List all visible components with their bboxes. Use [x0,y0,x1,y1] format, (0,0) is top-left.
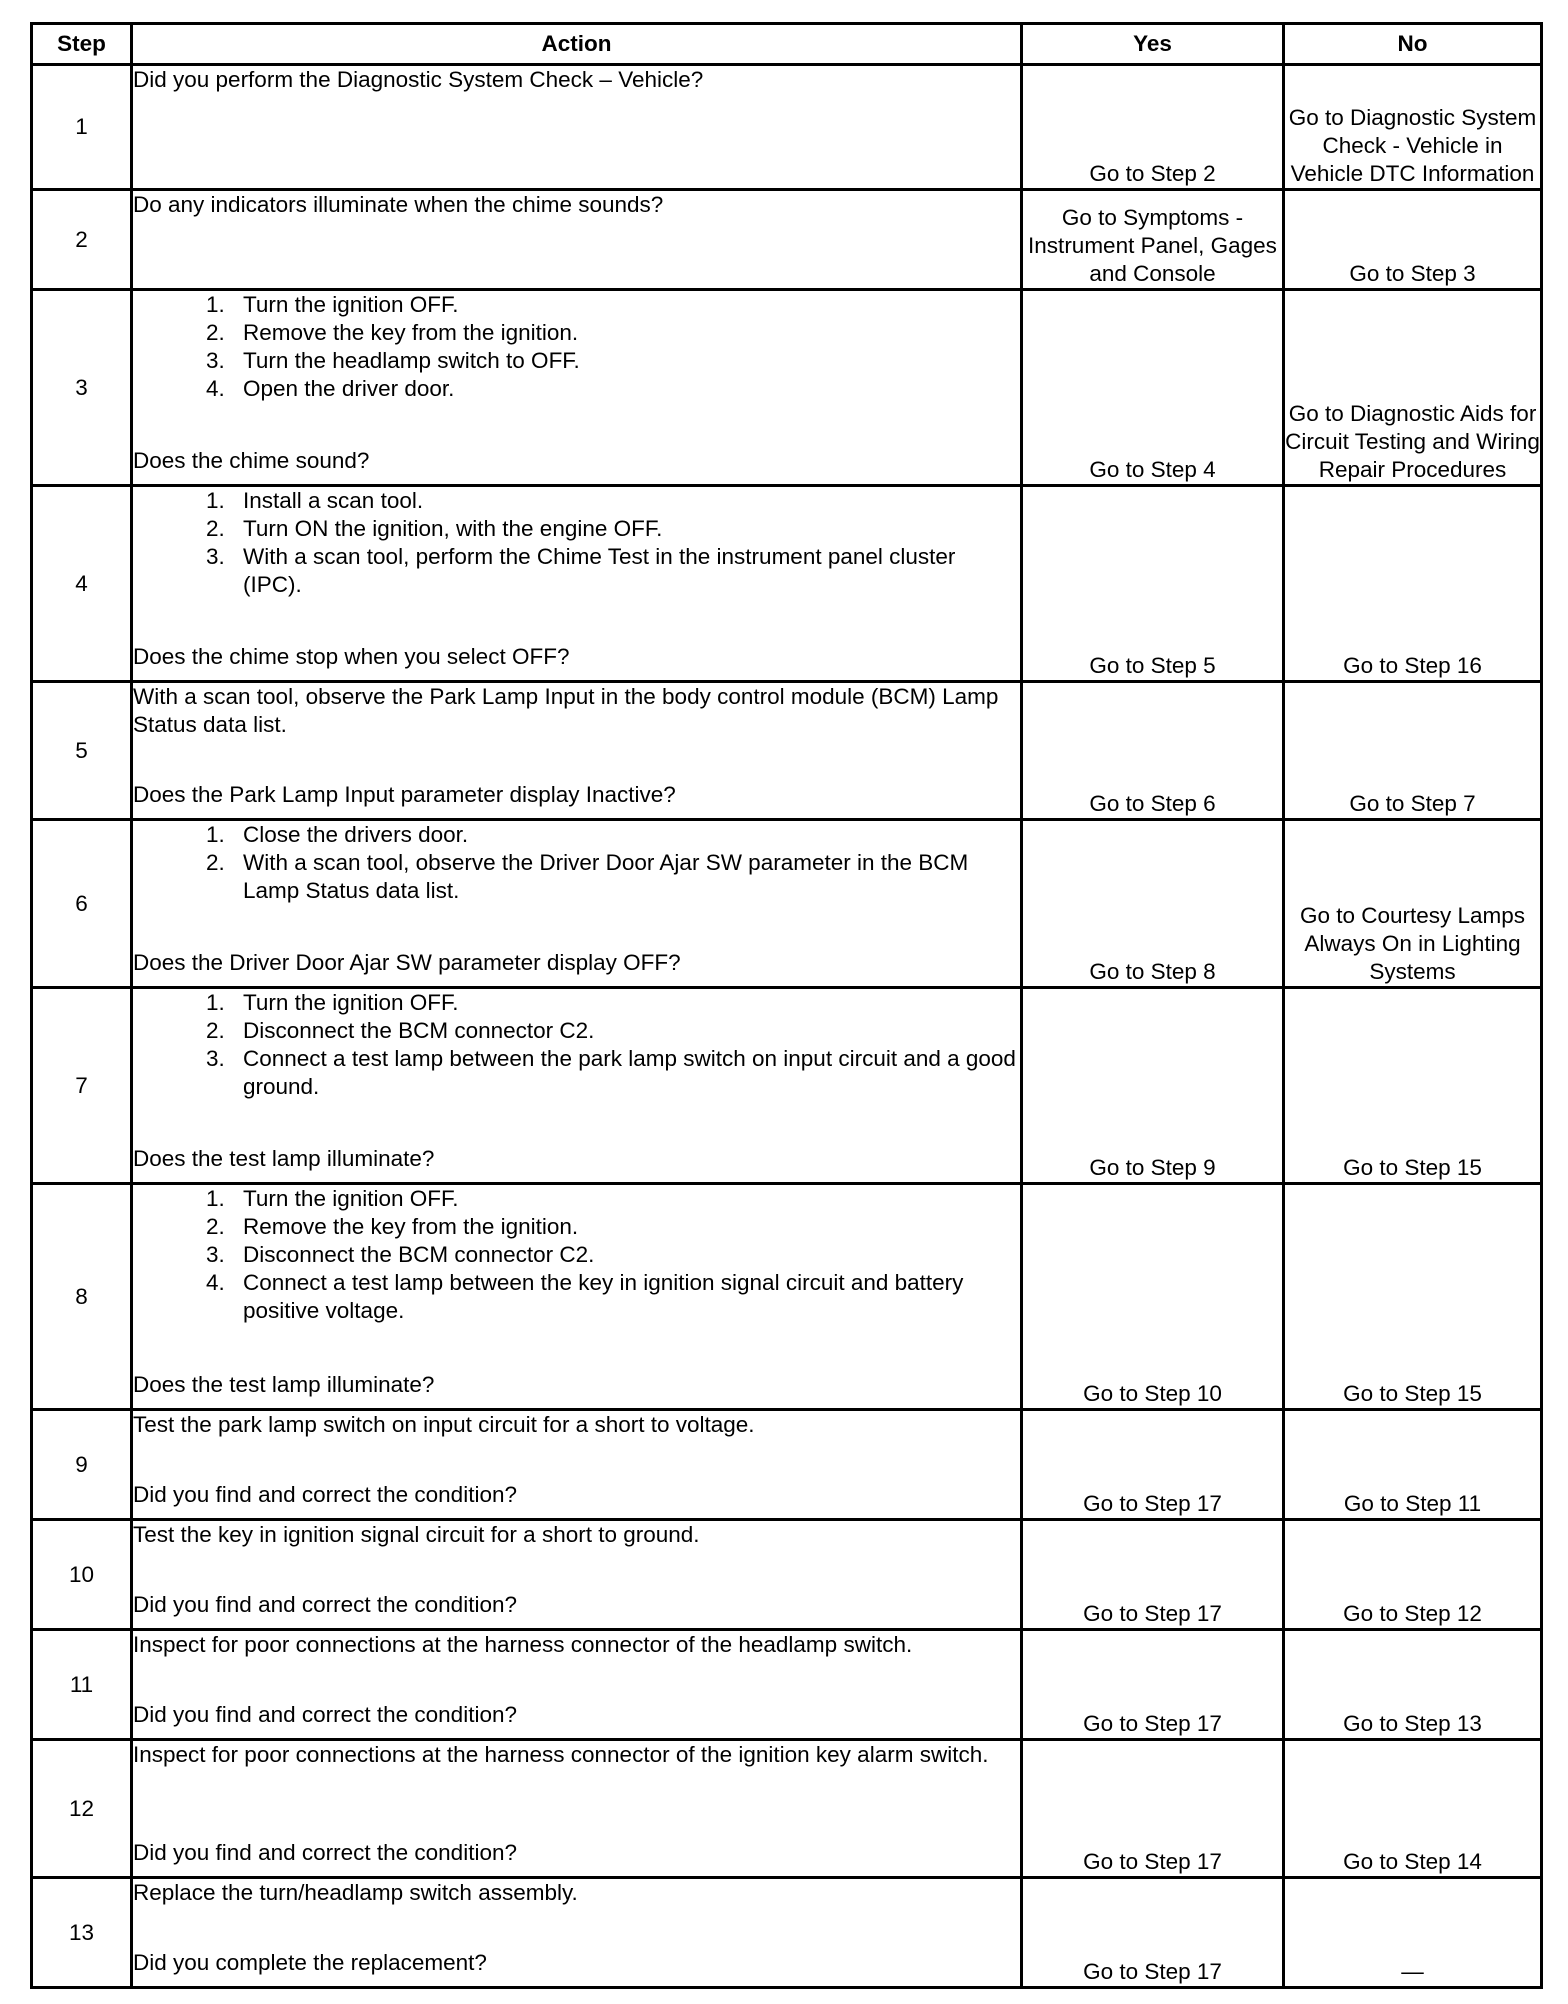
procedure-item: 2. Remove the key from the ignition. [231,319,1020,347]
procedure-list [133,1185,1020,1325]
no-result: Go to Courtesy Lamps Always On in Lighting Systems [1284,820,1542,988]
action-text: Test the park lamp switch on input circuit for a short to voltage. [133,1412,755,1437]
step-number: 12 [32,1740,132,1878]
table-row [32,988,1542,1184]
action-cell [132,820,1022,988]
action-content [133,1879,1020,1977]
action-text: Do any indicators illuminate when the chime sounds? [133,192,664,217]
no-result: Go to Step 3 [1284,190,1542,290]
action-cell [132,1878,1022,1988]
procedure-item: 4. Connect a test lamp between the key in ignition signal circuit and battery positive voltage. [231,1269,1020,1325]
action-instructions [133,191,1020,219]
header-step: Step [32,24,132,65]
procedure-item: 2. Disconnect the BCM connector C2. [231,1017,1020,1045]
action-instructions [133,66,1020,94]
step-number: 9 [32,1410,132,1520]
procedure-list [133,291,1020,403]
action-instructions [133,1879,1020,1907]
no-result: Go to Step 16 [1284,486,1542,682]
procedure-list [133,821,1020,905]
step-number: 3 [32,290,132,486]
action-instructions [133,1521,1020,1549]
procedure-list [133,487,1020,599]
header-row [32,24,1542,65]
action-text: Inspect for poor connections at the harness connector of the headlamp switch. [133,1632,913,1657]
action-text: Replace the turn/headlamp switch assembly. [133,1880,578,1905]
action-question: Did you find and correct the condition? [133,1702,517,1727]
action-cell [132,290,1022,486]
action-question: Did you complete the replacement? [133,1950,487,1975]
action-question: Did you find and correct the condition? [133,1592,517,1617]
no-result: Go to Step 15 [1284,988,1542,1184]
yes-result: Go to Step 9 [1022,988,1284,1184]
yes-result: Go to Step 4 [1022,290,1284,486]
action-cell [132,190,1022,290]
procedure-item: 3. With a scan tool, perform the Chime Test in the instrument panel cluster (IPC). [231,543,1020,599]
action-text: Inspect for poor connections at the harness connector of the ignition key alarm switch. [133,1742,989,1767]
action-content [133,1741,1020,1867]
no-result: Go to Step 15 [1284,1184,1542,1410]
procedure-item: 1. Install a scan tool. [231,487,1020,515]
action-instructions [133,1631,1020,1659]
action-cell [132,1740,1022,1878]
action-question: Does the Park Lamp Input parameter display Inactive? [133,782,676,807]
yes-result: Go to Step 5 [1022,486,1284,682]
yes-result: Go to Step 17 [1022,1410,1284,1520]
action-content [133,1411,1020,1509]
table-row [32,1630,1542,1740]
action-instructions [133,1741,1020,1769]
procedure-item: 3. Connect a test lamp between the park lamp switch on input circuit and a good ground. [231,1045,1020,1101]
table-body [32,65,1542,1988]
procedure-item: 2. Remove the key from the ignition. [231,1213,1020,1241]
action-instructions [133,1411,1020,1439]
yes-result: Go to Step 17 [1022,1520,1284,1630]
table-row [32,1878,1542,1988]
action-content [133,989,1020,1173]
yes-result: Go to Step 17 [1022,1630,1284,1740]
action-content [133,191,1020,279]
action-text: With a scan tool, observe the Park Lamp Input in the body control module (BCM) Lamp Status data list. [133,684,999,737]
step-number: 11 [32,1630,132,1740]
table-row [32,190,1542,290]
action-question: Did you find and correct the condition? [133,1840,517,1865]
action-content [133,821,1020,977]
action-instructions [133,1185,1020,1325]
table-row [32,1410,1542,1520]
action-question: Does the chime stop when you select OFF? [133,644,570,669]
yes-result: Go to Step 10 [1022,1184,1284,1410]
no-result: Go to Step 12 [1284,1520,1542,1630]
procedure-item: 4. Open the driver door. [231,375,1020,403]
action-cell [132,682,1022,820]
action-question: Does the test lamp illuminate? [133,1372,435,1397]
action-instructions [133,683,1020,739]
action-instructions [133,821,1020,905]
step-number: 8 [32,1184,132,1410]
action-instructions [133,291,1020,403]
step-number: 5 [32,682,132,820]
table-row [32,290,1542,486]
action-cell [132,1520,1022,1630]
procedure-item: 1. Close the drivers door. [231,821,1020,849]
action-content [133,291,1020,475]
action-cell [132,65,1022,190]
yes-result: Go to Step 17 [1022,1878,1284,1988]
step-number: 1 [32,65,132,190]
table-row [32,1520,1542,1630]
action-content [133,1631,1020,1729]
action-content [133,487,1020,671]
action-cell [132,1630,1022,1740]
yes-result: Go to Step 6 [1022,682,1284,820]
table-row [32,1740,1542,1878]
no-result: Go to Step 7 [1284,682,1542,820]
action-question: Does the chime sound? [133,448,370,473]
no-result: Go to Diagnostic Aids for Circuit Testing and Wiring Repair Procedures [1284,290,1542,486]
procedure-item: 1. Turn the ignition OFF. [231,989,1020,1017]
yes-result: Go to Step 2 [1022,65,1284,190]
procedure-item: 2. With a scan tool, observe the Driver Door Ajar SW parameter in the BCM Lamp Status data list. [231,849,1020,905]
table-row [32,682,1542,820]
action-cell [132,1410,1022,1520]
action-content [133,683,1020,809]
procedure-list [133,989,1020,1101]
action-question: Does the Driver Door Ajar SW parameter display OFF? [133,950,681,975]
procedure-item: 1. Turn the ignition OFF. [231,291,1020,319]
step-number: 10 [32,1520,132,1630]
action-question: Did you find and correct the condition? [133,1482,517,1507]
procedure-item: 1. Turn the ignition OFF. [231,1185,1020,1213]
yes-result: Go to Symptoms - Instrument Panel, Gages and Console [1022,190,1284,290]
header-yes: Yes [1022,24,1284,65]
action-instructions [133,989,1020,1101]
action-question: Does the test lamp illuminate? [133,1146,435,1171]
procedure-item: 3. Disconnect the BCM connector C2. [231,1241,1020,1269]
action-cell [132,988,1022,1184]
no-result: Go to Step 14 [1284,1740,1542,1878]
header-action: Action [132,24,1022,65]
no-result: — [1284,1878,1542,1988]
table-row [32,486,1542,682]
step-number: 6 [32,820,132,988]
action-instructions [133,487,1020,599]
procedure-item: 2. Turn ON the ignition, with the engine OFF. [231,515,1020,543]
diagnostic-table-page [30,22,1540,1989]
table-row [32,1184,1542,1410]
diagnostic-table [30,22,1543,1989]
step-number: 13 [32,1878,132,1988]
action-text: Did you perform the Diagnostic System Check – Vehicle? [133,67,704,92]
action-content [133,1185,1020,1399]
yes-result: Go to Step 8 [1022,820,1284,988]
action-cell [132,1184,1022,1410]
yes-result: Go to Step 17 [1022,1740,1284,1878]
no-result: Go to Diagnostic System Check - Vehicle in Vehicle DTC Information [1284,65,1542,190]
step-number: 7 [32,988,132,1184]
action-content [133,1521,1020,1619]
action-content [133,66,1020,179]
action-cell [132,486,1022,682]
table-row [32,820,1542,988]
header-no: No [1284,24,1542,65]
table-row [32,65,1542,190]
action-text: Test the key in ignition signal circuit for a short to ground. [133,1522,700,1547]
procedure-item: 3. Turn the headlamp switch to OFF. [231,347,1020,375]
step-number: 4 [32,486,132,682]
no-result: Go to Step 11 [1284,1410,1542,1520]
step-number: 2 [32,190,132,290]
no-result: Go to Step 13 [1284,1630,1542,1740]
